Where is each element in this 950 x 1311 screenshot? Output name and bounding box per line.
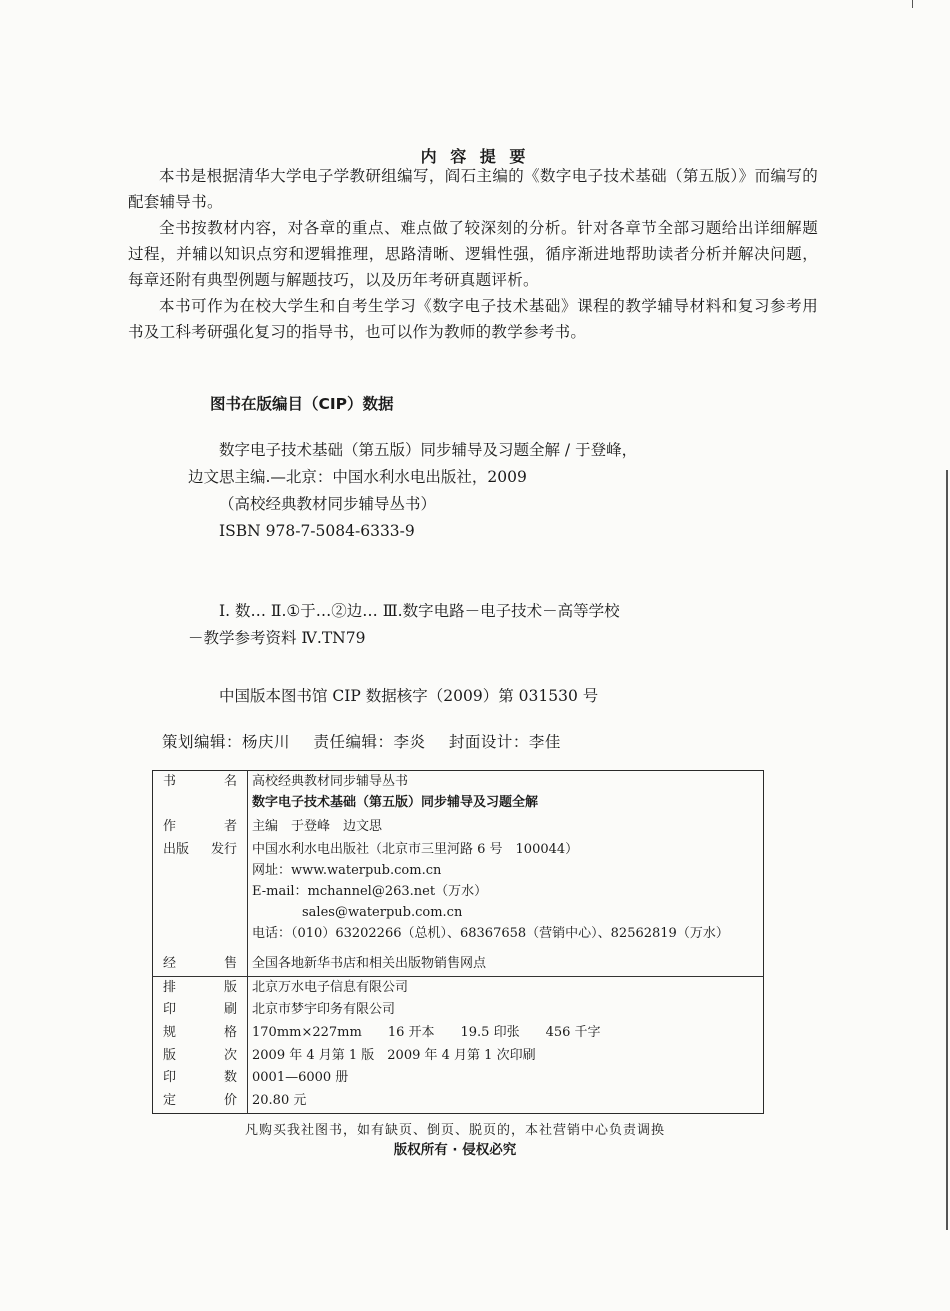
cip-record: 中国版本图书馆 CIP 数据核字（2009）第 031530 号 bbox=[219, 687, 599, 705]
cip-entry-block bbox=[188, 437, 648, 545]
table-row bbox=[153, 1090, 764, 1113]
value-author: 主编 于登峰 边文思 bbox=[252, 819, 383, 835]
label-print-run: 印 数 bbox=[153, 1067, 248, 1090]
label-distribution: 经 售 bbox=[153, 953, 248, 976]
editor-credits bbox=[162, 730, 579, 752]
table-row bbox=[153, 1045, 764, 1068]
scan-edge-mark bbox=[912, 0, 913, 8]
publisher-email-sales: sales@waterpub.com.cn bbox=[302, 905, 463, 921]
publication-info-table bbox=[152, 770, 764, 1114]
value-specs: 170mm×227mm 16 开本 19.5 印张 456 千字 bbox=[252, 1025, 601, 1041]
publisher-name: 中国水利水电出版社（北京市三里河路 6 号 100044） bbox=[252, 842, 579, 858]
cip-classification-block bbox=[188, 598, 628, 652]
summary-paragraph: 全书按教材内容，对各章的重点、难点做了较深刻的分析。针对各章节全部习题给出详细解题过程，并辅以知识点穷和逻辑推理，思路清晰、逻辑性强，循序渐进地帮助读者分析并解决问题，每章还附有典型例题与解题技巧，以及历年考研真题评析。 bbox=[128, 219, 818, 289]
cip-record-block bbox=[188, 683, 688, 710]
cip-classification: Ⅰ. 数… Ⅱ.①于…②边… Ⅲ.数字电路－电子技术－高等学校－教学参考资料 Ⅳ.TN79 bbox=[188, 602, 620, 647]
cip-entry: 数字电子技术基础（第五版）同步辅导及习题全解 / 于登峰，边文思主编.—北京：中国水利水电出版社，2009 bbox=[188, 441, 638, 486]
value-price: 20.80 元 bbox=[252, 1093, 307, 1109]
scan-edge-line bbox=[946, 470, 948, 1230]
cip-isbn: ISBN 978-7-5084-6333-9 bbox=[219, 522, 415, 540]
summary-body bbox=[128, 163, 818, 345]
table-row bbox=[153, 816, 764, 839]
planning-editor: 策划编辑：杨庆川 bbox=[162, 733, 291, 751]
publisher-email: E-mail：mchannel@263.net（万水） bbox=[252, 884, 488, 900]
table-row bbox=[153, 771, 764, 817]
value-distribution: 全国各地新华书店和相关出版物销售网点 bbox=[252, 955, 487, 971]
label-author: 作 者 bbox=[153, 816, 248, 839]
table-row bbox=[153, 1067, 764, 1090]
label-book-name: 书 名 bbox=[153, 771, 248, 817]
label-price: 定 价 bbox=[153, 1090, 248, 1113]
value-edition: 2009 年 4 月第 1 版 2009 年 4 月第 1 次印刷 bbox=[252, 1047, 536, 1063]
summary-paragraph: 本书是根据清华大学电子学教研组编写，阎石主编的《数字电子技术基础（第五版）》而编写的配套辅导书。 bbox=[128, 167, 818, 211]
value-print-run: 0001—6000 册 bbox=[252, 1070, 349, 1086]
label-typesetting: 排 版 bbox=[153, 976, 248, 999]
table-row bbox=[153, 1022, 764, 1045]
label-edition: 版 次 bbox=[153, 1045, 248, 1068]
responsible-editor: 责任编辑：李炎 bbox=[313, 733, 426, 751]
cover-designer: 封面设计：李佳 bbox=[448, 733, 561, 751]
value-typesetting: 北京万水电子信息有限公司 bbox=[248, 976, 764, 999]
table-row bbox=[153, 953, 764, 976]
series-name: 高校经典教材同步辅导丛书 bbox=[252, 774, 409, 789]
value-publisher bbox=[248, 839, 764, 953]
cip-series: （高校经典教材同步辅导丛书） bbox=[219, 495, 437, 513]
table-row bbox=[153, 976, 764, 999]
value-printing: 北京市梦宇印务有限公司 bbox=[252, 1002, 396, 1018]
table-row bbox=[153, 839, 764, 953]
table-row bbox=[153, 999, 764, 1022]
label-publisher: 出版 发行 bbox=[153, 839, 248, 953]
label-specs: 规 格 bbox=[153, 1022, 248, 1045]
value-book-name bbox=[248, 771, 764, 817]
summary-paragraph: 本书可作为在校大学生和自考生学习《数字电子技术基础》课程的教学辅导材料和复习参考用书及工科考研强化复习的指导书，也可以作为教师的教学参考书。 bbox=[128, 297, 818, 341]
book-title: 数字电子技术基础（第五版）同步辅导及习题全解 bbox=[252, 795, 539, 810]
cip-heading: 图书在版编目（CIP）数据 bbox=[210, 395, 394, 413]
publisher-website: 网址：www.waterpub.com.cn bbox=[252, 863, 442, 879]
publisher-phone: 电话：（010）63202266（总机）、68367658（营销中心）、82562819（万水） bbox=[252, 926, 729, 942]
summary-title: 内 容 提 要 bbox=[420, 147, 530, 166]
label-printing: 印 刷 bbox=[153, 999, 248, 1022]
replacement-notice: 凡购买我社图书，如有缺页、倒页、脱页的，本社营销中心负责调换 bbox=[244, 1123, 665, 1138]
copyright-notice: 版权所有 · 侵权必究 bbox=[393, 1142, 517, 1158]
